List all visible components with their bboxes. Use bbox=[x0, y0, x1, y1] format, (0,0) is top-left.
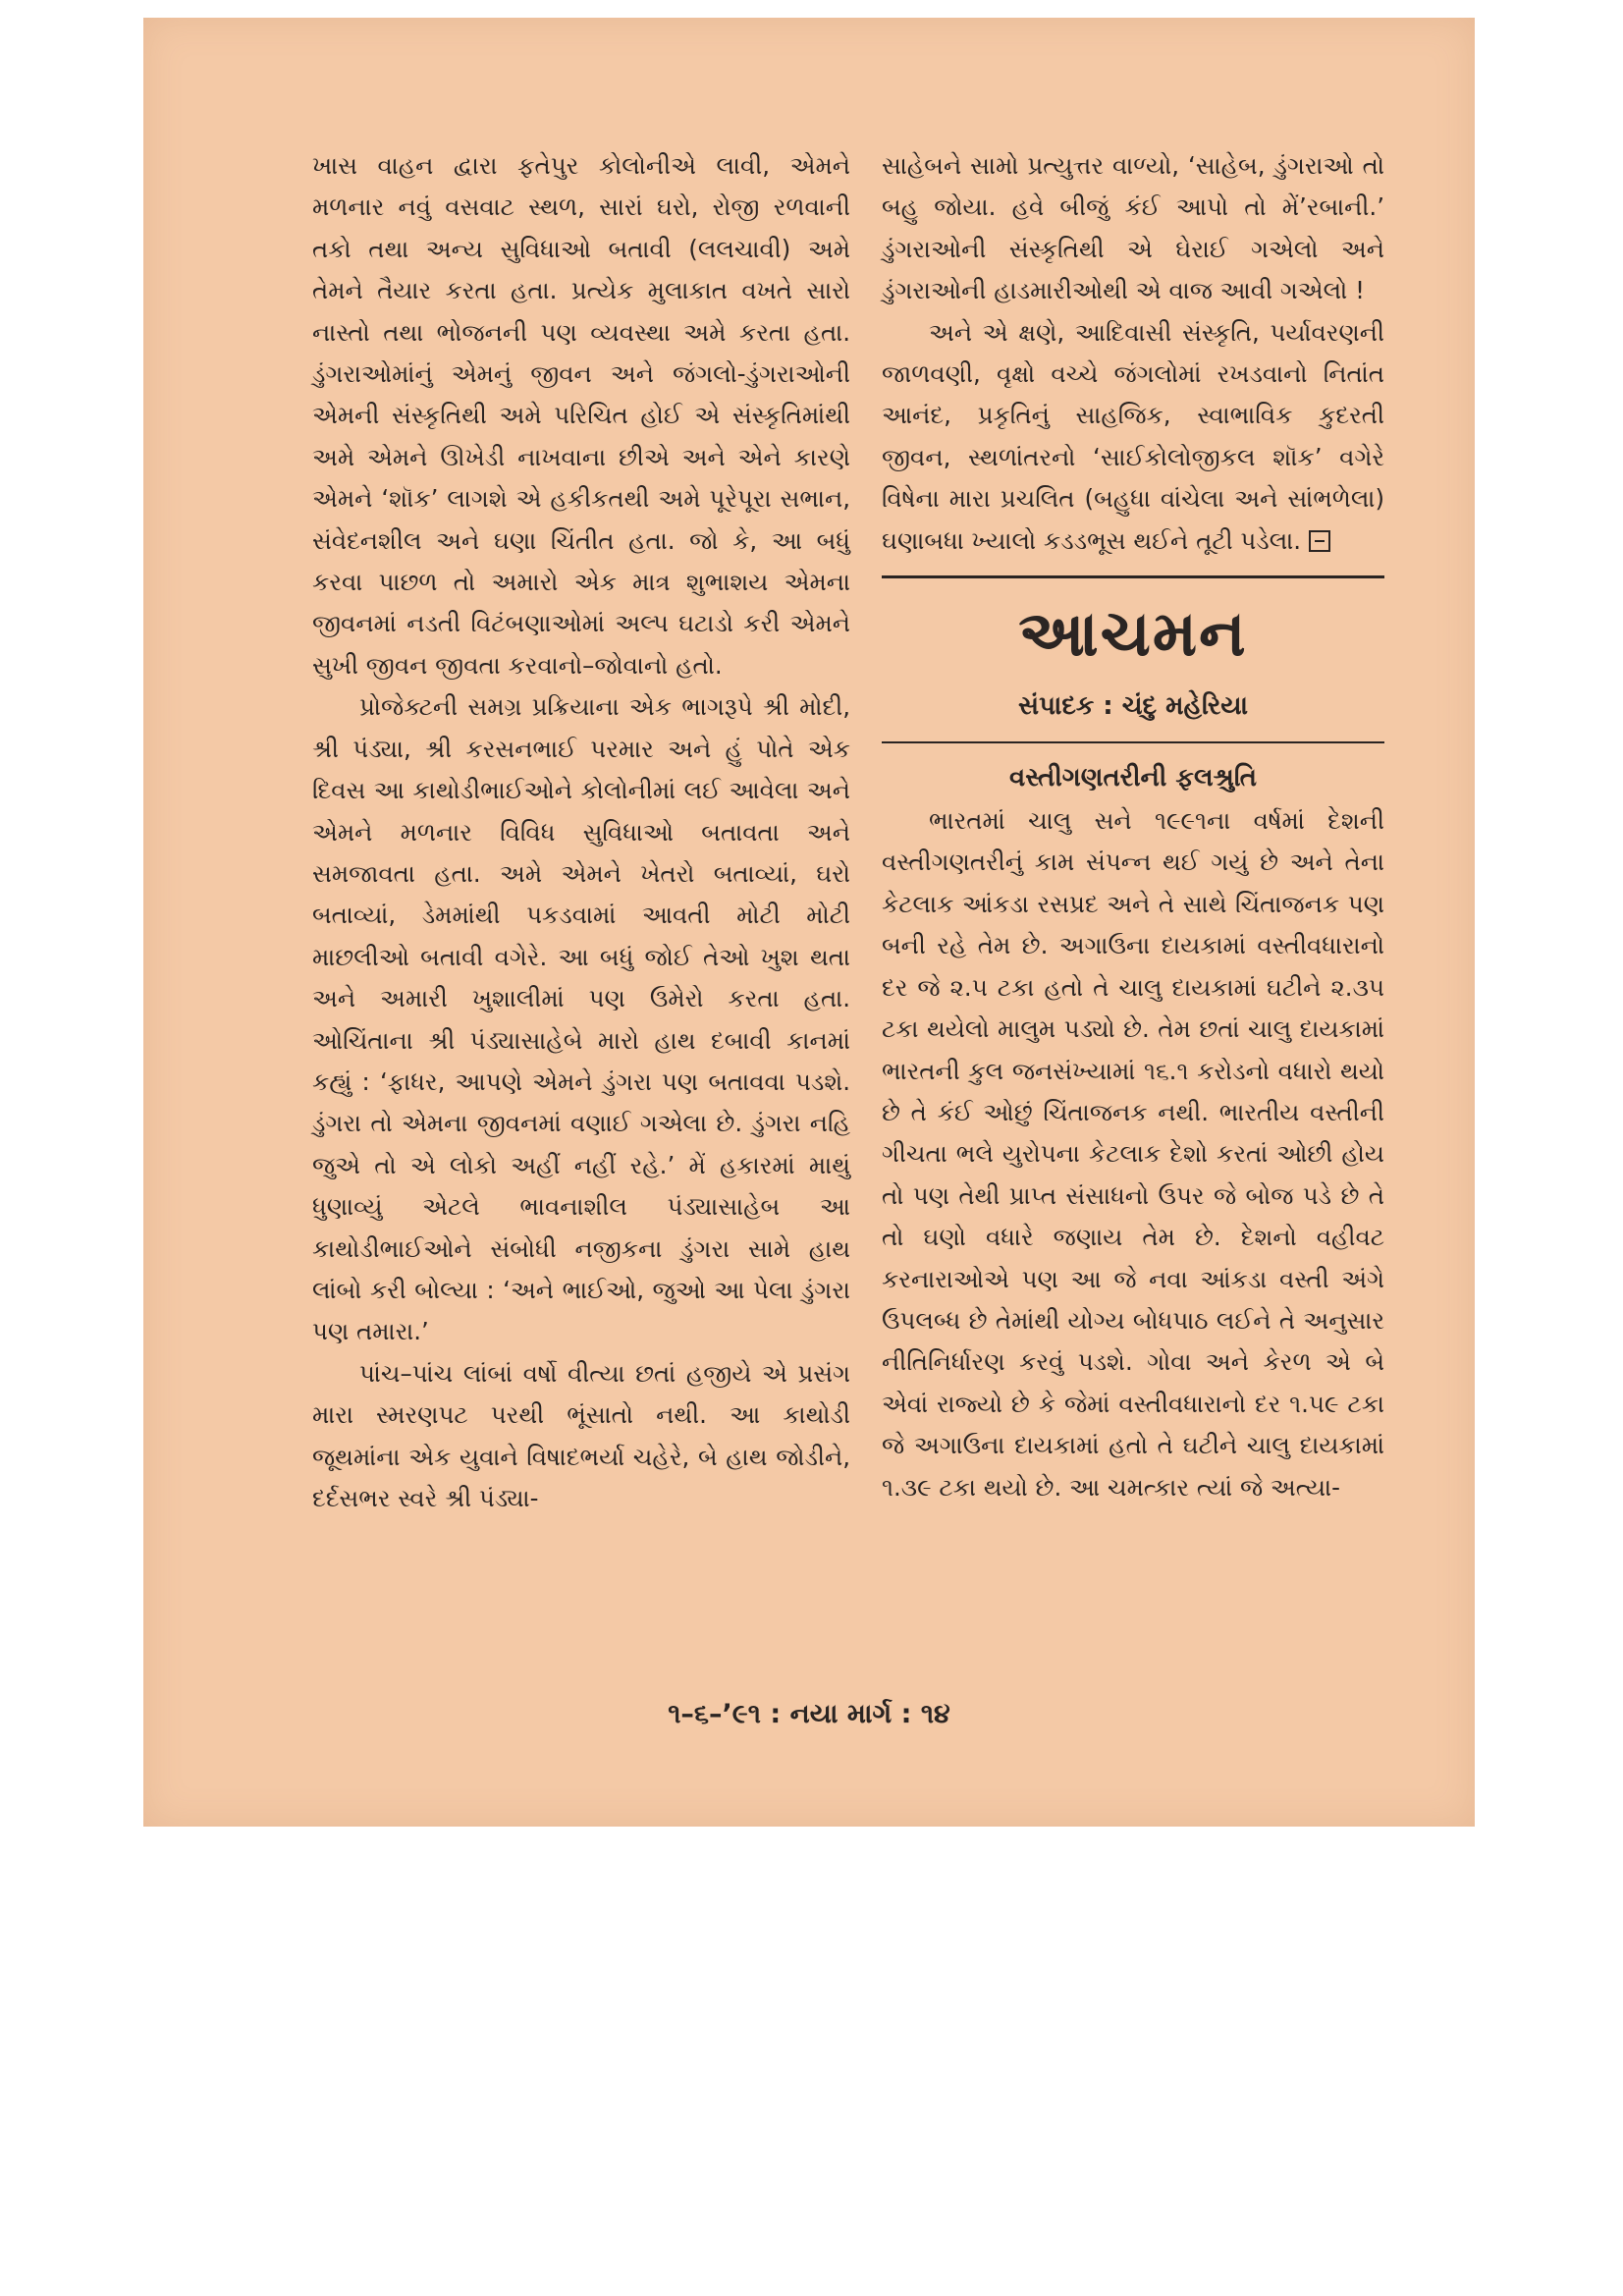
editor-credit: સંપાદક : ચંદુ મહેરિયા bbox=[1018, 691, 1248, 722]
section-title: આચમન bbox=[1018, 598, 1248, 672]
page-footer: ૧–૬–’૯૧ : નયા માર્ગ : ૧૪ bbox=[668, 1699, 950, 1729]
right-paragraph-1: સાહેબને સામો પ્રત્યુત્તર વાળ્યો, ‘સાહેબ, ડુંગરાઓ તો બહુ જોયા. હવે બીજું કંઈ આપો તો મેં’રબાની.’ ડુંગરાઓની સંસ્કૃતિથી એ ઘેરાઈ ગએલો અને ડુંગરાઓની હાડમારીઓથી એ વાજ આવી ગએલો ! bbox=[882, 151, 1384, 305]
right-paragraph-2 bbox=[882, 312, 1384, 562]
left-column bbox=[312, 145, 850, 1519]
right-paragraph-2-text: અને એ ક્ષણે, આદિવાસી સંસ્કૃતિ, પર્યાવરણની જાળવણી, વૃક્ષો વચ્ચે જંગલોમાં રખડવાનો નિતાંત આનંદ, પ્રકૃતિનું સાહજિક, સ્વાભાવિક કુદરતી જીવન, સ્થળાંતરનો ‘સાઈકોલોજીકલ શૉક’ વગેરે વિષેના મારા પ્રચલિત (બહુધા વાંચેલા અને સાંભળેલા) ઘણાબધા ખ્યાલો કડડભૂસ થઈને તૂટી પડેલા. bbox=[882, 317, 1384, 555]
section-divider-top bbox=[882, 575, 1384, 578]
left-paragraph-2: પ્રોજેક્ટની સમગ્ર પ્રક્રિયાના એક ભાગરૂપે શ્રી મોદી, શ્રી પંડ્યા, શ્રી કરસનભાઈ પરમાર અને હું પોતે એક દિવસ આ કાથોડીભાઈઓને કોલોનીમાં લઈ આવેલા અને એમને મળનાર વિવિધ સુવિધાઓ બતાવતા અને સમજાવતા હતા. અમે એમને ખેતરો બતાવ્યાં, ઘરો બતાવ્યાં, ડેમમાંથી પકડવામાં આવતી મોટી મોટી માછલીઓ બતાવી વગેરે. આ બધું જોઈ તેઓ ખુશ થતા અને અમારી ખુશાલીમાં પણ ઉમેરો કરતા હતા. ઓચિંતાના શ્રી પંડ્યાસાહેબે મારો હાથ દબાવી કાનમાં કહ્યું : ‘ફાધર, આપણે એમને ડુંગરા પણ બતાવવા પડશે. ડુંગરા તો એમના જીવનમાં વણાઈ ગએલા છે. ડુંગરા નહિ જુએ તો એ લોકો અહીં નહીં રહે.’ મેં હકારમાં માથું ધુણાવ્યું એટલે ભાવનાશીલ પંડ્યાસાહેબ આ કાથોડીભાઈઓને સંબોધી નજીકના ડુંગરા સામે હાથ લાંબો કરી બોલ્યા : ‘અને ભાઈઓ, જુઓ આ પેલા ડુંગરા પણ તમારા.’ bbox=[312, 692, 850, 1346]
section-divider-bottom bbox=[882, 741, 1384, 743]
scanned-page bbox=[143, 18, 1475, 1827]
left-paragraph-3: પાંચ–પાંચ લાંબાં વર્ષો વીત્યા છતાં હજીયે એ પ્રસંગ મારા સ્મરણપટ પરથી ભૂંસાતો નથી. આ કાથોડી જૂથમાંના એક યુવાને વિષાદભર્યા ચહેરે, બે હાથ જોડીને, દર્દસભર સ્વરે શ્રી પંડ્યા- bbox=[312, 1358, 850, 1512]
right-paragraph-3: ભારતમાં ચાલુ સને ૧૯૯૧ના વર્ષમાં દેશની વસ્તીગણતરીનું કામ સંપન્ન થઈ ગયું છે અને તેના કેટલાક આંકડા રસપ્રદ અને તે સાથે ચિંતાજનક પણ બની રહે તેમ છે. અગાઉના દાયકામાં વસ્તીવધારાનો દર જે ૨.૫ ટકા હતો તે ચાલુ દાયકામાં ઘટીને ૨.૩૫ ટકા થયેલો માલુમ પડ્યો છે. તેમ છતાં ચાલુ દાયકામાં ભારતની કુલ જનસંખ્યામાં ૧૬.૧ કરોડનો વધારો થયો છે તે કંઈ ઓછું ચિંતાજનક નથી. ભારતીય વસ્તીની ગીચતા ભલે યુરોપના કેટલાક દેશો કરતાં ઓછી હોય તો પણ તેથી પ્રાપ્ત સંસાધનો ઉપર જે બોજ પડે છે તે તો ઘણો વધારે જણાય તેમ છે. દેશનો વહીવટ કરનારાઓએ પણ આ જે નવા આંકડા વસ્તી અંગે ઉપલબ્ધ છે તેમાંથી યોગ્ય બોધપાઠ લઈને તે અનુસાર નીતિનિર્ધારણ કરવું પડશે. ગોવા અને કેરળ એ બે એવાં રાજ્યો છે કે જેમાં વસ્તીવધારાનો દર ૧.૫૯ ટકા જે અગાઉના દાયકામાં હતો તે ઘટીને ચાલુ દાયકામાં ૧.૩૯ ટકા થયો છે. આ ચમત્કાર ત્યાં જે અત્યા- bbox=[882, 806, 1384, 1502]
end-of-article-icon bbox=[1309, 530, 1330, 552]
left-paragraph-1: ખાસ વાહન દ્વારા ફતેપુર કોલોનીએ લાવી, એમને મળનાર નવું વસવાટ સ્થળ, સારાં ઘરો, રોજી રળવાની તકો તથા અન્ય સુવિધાઓ બતાવી (લલચાવી) અમે તેમને તૈયાર કરતા હતા. પ્રત્યેક મુલાકાત વખતે સારો નાસ્તો તથા ભોજનની પણ વ્યવસ્થા અમે કરતા હતા. ડુંગરાઓમાંનું એમનું જીવન અને જંગલો-ડુંગરાઓની એમની સંસ્કૃતિથી અમે પરિચિત હોઈ એ સંસ્કૃતિમાંથી અમે એમને ઊખેડી નાખવાના છીએ અને એને કારણે એમને ‘શૉક’ લાગશે એ હકીકતથી અમે પૂરેપૂરા સભાન, સંવેદનશીલ અને ઘણા ચિંતીત હતા. જો કે, આ બધું કરવા પાછળ તો અમારો એક માત્ર શુભાશય એમના જીવનમાં નડતી વિટંબણાઓમાં અલ્પ ઘટાડો કરી એમને સુખી જીવન જીવતા કરવાનો–જોવાનો હતો. bbox=[312, 151, 850, 680]
right-column bbox=[882, 145, 1384, 1508]
article-title: વસ્તીગણતરીની ફલશ્રુતિ bbox=[1009, 763, 1257, 793]
